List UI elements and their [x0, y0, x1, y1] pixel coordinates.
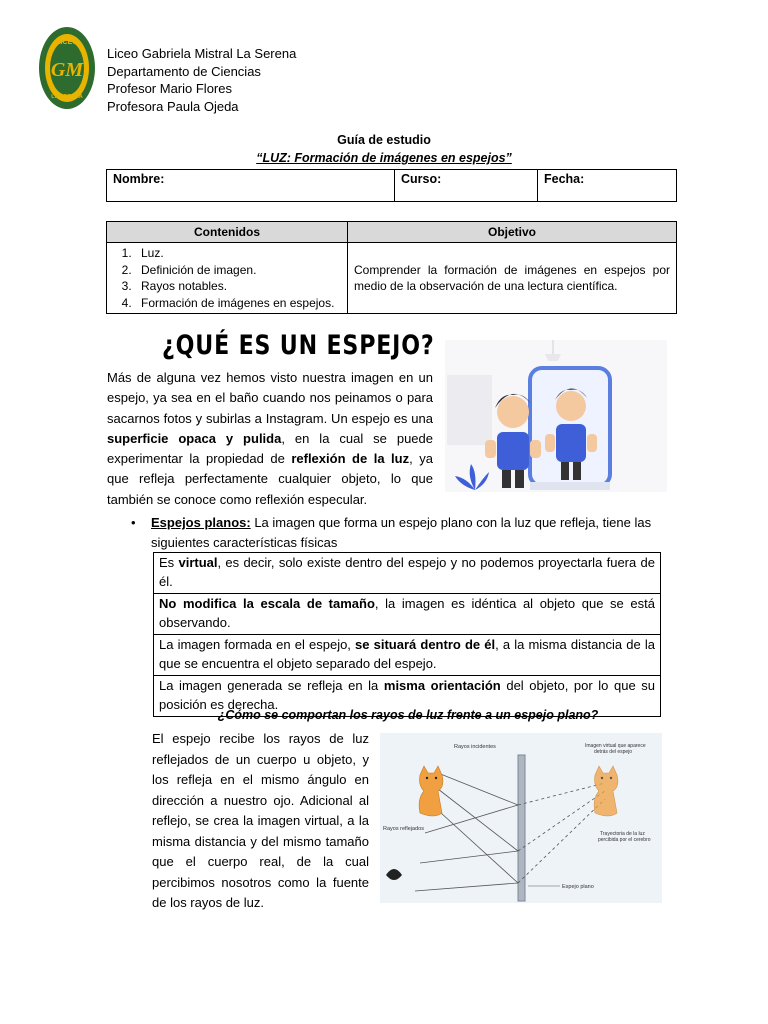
trait-row: La imagen formada en el espejo, se situará dentro de él, a la misma distancia de la que se encuentra el objeto separado del espejo. — [154, 635, 661, 676]
name-field[interactable] — [107, 170, 395, 202]
list-item: 1. Luz. — [135, 245, 341, 262]
flat-mirrors-bullet — [131, 513, 663, 553]
bold-phrase: superficie opaca y pulida — [107, 430, 282, 446]
teacher-name: Profesor Mario Flores — [107, 81, 232, 96]
bullet-label: Espejos planos: — [151, 515, 251, 530]
logo-bottom-text: LA SERENA — [51, 94, 83, 100]
bullet-icon: • — [131, 515, 136, 530]
list-item: 4. Formación de imágenes en espejos. — [135, 295, 341, 312]
school-name: Liceo Gabriela Mistral La Serena — [107, 46, 297, 61]
reflected-rays-label: Rayos reflejados — [383, 826, 424, 832]
trait-row: La imagen generada se refleja en la misma orientación del objeto, por lo que su posición es derecha. — [154, 676, 661, 717]
light-path-label: Trayectoria de la luz — [600, 831, 645, 837]
objective-header: Objetivo — [348, 222, 677, 243]
traits-table — [153, 552, 661, 717]
name-label: Nombre: — [113, 172, 165, 186]
school-logo — [38, 26, 96, 110]
date-label: Fecha: — [544, 172, 585, 186]
intro-paragraph: Más de alguna vez hemos visto nuestra imagen en un espejo, ya sea en el baño cuando nos peinamos o para sacarnos fotos y subirlas a Instagram. Un espejo es una superficie opaca y pulida, en la cual se puede experimentar la propiedad de reflexión de la luz, ya que refleja perfectamente cualquier objeto, lo que también se conoce como reflexión especular. — [107, 370, 434, 507]
logo-initials: GM — [50, 59, 84, 81]
guide-title: Guía de estudio — [337, 133, 431, 147]
guide-subtitle: “LUZ: Formación de imágenes en espejos” — [256, 151, 512, 165]
course-field[interactable] — [395, 170, 538, 202]
rays-question: ¿Cómo se comportan los rayos de luz frente a un espejo plano? — [217, 708, 599, 722]
light-path-label: percibida por el cerebro — [598, 837, 651, 843]
list-item: 2. Definición de imagen. — [135, 262, 341, 279]
incident-rays-label: Rayos incidentes — [454, 744, 496, 750]
contents-header: Contenidos — [107, 222, 348, 243]
section-heading: ¿QUÉ ES UN ESPEJO? — [162, 330, 435, 361]
bold-phrase: reflexión de la luz — [291, 451, 410, 467]
school-header — [107, 45, 296, 115]
virtual-image-label: Imagen virtual que aparece — [585, 743, 646, 749]
objective-text: Comprender la formación de imágenes en espejos por medio de la observación de una lectura científica. — [348, 243, 677, 314]
mirror-plane — [518, 755, 525, 901]
department-name: Departamento de Ciencias — [107, 63, 261, 79]
mirror-label: Espejo plano — [562, 884, 594, 890]
rays-paragraph: El espejo recibe los rayos de luz reflejados de un cuerpo u objeto, y los refleja en el mismo ángulo en dirección a nuestro ojo. Adicional al reflejo, se crea la imagen virtual, a la misma distancia y del mismo tamaño que el cuerpo real, de la cual percibimos nosotros como la fuente de los rayos de luz. — [152, 731, 369, 910]
trait-row: No modifica la escala de tamaño, la imagen es idéntica al objeto que se está observando. — [154, 594, 661, 635]
virtual-image-label: detrás del espejo — [594, 749, 633, 755]
content-table — [106, 221, 677, 314]
mirror-illustration — [445, 340, 667, 492]
trait-row: Es virtual, es decir, solo existe dentro del espejo y no podemos proyectarla fuera de él. — [154, 553, 661, 594]
logo-top-text: LICEO — [56, 39, 78, 46]
date-field[interactable] — [538, 170, 677, 202]
contents-cell — [107, 243, 348, 314]
teacher-name: Profesora Paula Ojeda — [107, 98, 239, 114]
contents-list — [113, 245, 341, 311]
course-label: Curso: — [401, 172, 442, 186]
student-info-table — [106, 169, 677, 202]
ray-diagram — [380, 733, 662, 903]
list-item: 3. Rayos notables. — [135, 278, 341, 295]
bullet-text: La imagen que forma un espejo plano con la luz que refleja, tiene las siguientes características físicas — [151, 515, 652, 550]
